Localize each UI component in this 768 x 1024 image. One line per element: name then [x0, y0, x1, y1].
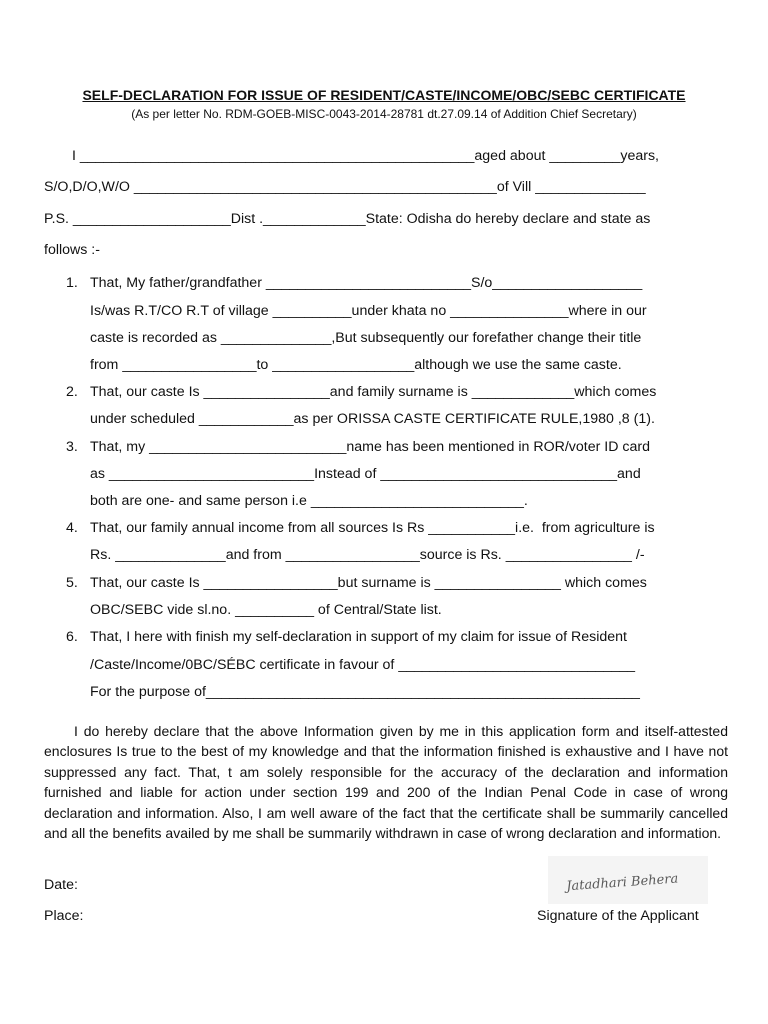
- item-1-line-4: from _________________to __________________although we use the same caste.: [90, 357, 622, 373]
- item-3-line-1: That, my _________________________name has been mentioned in ROR/voter ID card: [90, 439, 650, 455]
- intro-line-name: I __________________________________________________aged about _________years,: [72, 148, 660, 164]
- intro-line-relation: S/O,D/O,W/O ______________________________________________of Vill ______________: [44, 179, 646, 195]
- item-3-line-3: both are one- and same person i.e ___________________________.: [90, 493, 528, 509]
- signature-handwriting: Jatadhari Behera: [565, 871, 679, 895]
- form-title: SELF-DECLARATION FOR ISSUE OF RESIDENT/CASTE/INCOME/OBC/SEBC CERTIFICATE: [82, 87, 686, 103]
- item-number: 1.: [66, 275, 78, 291]
- item-number: 5.: [66, 575, 78, 591]
- item-4-line-1: That, our family annual income from all sources Is Rs ___________i.e. from agriculture is: [90, 520, 655, 536]
- item-6-line-2: /Caste/Income/0BC/SÉBC certificate in favour of ______________________________: [90, 657, 636, 673]
- date-label: Date:: [44, 877, 78, 893]
- item-1-line-2: Is/was R.T/CO R.T of village __________under khata no _______________where in our: [90, 303, 647, 319]
- declaration-paragraph: [44, 721, 728, 843]
- item-4-line-2: Rs. ______________and from _________________source is Rs. ________________ /-: [90, 547, 645, 563]
- item-number: 2.: [66, 384, 78, 400]
- item-1-line-1: That, My father/grandfather __________________________S/o___________________: [90, 275, 643, 291]
- item-6-line-1: That, I here with finish my self-declaration in support of my claim for issue of Resident: [90, 629, 627, 645]
- item-5-line-1: That, our caste Is _________________but surname is ________________ which comes: [90, 575, 647, 591]
- item-number: 4.: [66, 520, 78, 536]
- signature-image: [548, 856, 708, 904]
- item-3-line-2: as __________________________Instead of ______________________________and: [90, 466, 641, 482]
- item-2-line-2: under scheduled ____________as per ORISSA CASTE CERTIFICATE RULE,1980 ,8 (1).: [90, 411, 655, 427]
- item-5-line-2: OBC/SEBC vide sl.no. __________ of Central/State list.: [90, 602, 442, 618]
- item-2-line-1: That, our caste Is ________________and family surname is _____________which comes: [90, 384, 657, 400]
- intro-line-location: P.S. ____________________Dist ._____________State: Odisha do hereby declare and state as: [44, 211, 651, 227]
- item-1-line-3: caste is recorded as ______________,But subsequently our forefather change their title: [90, 330, 642, 346]
- place-label: Place:: [44, 908, 84, 924]
- declaration-text: I do hereby declare that the above Information given by me in this application form and itself-attested enclosures Is true to the best of my knowledge and that the information finished is exhaustive and I have not suppressed any fact. That, t am solely responsible for the accuracy of the declaration and information furnished and liable for action under section 199 and 200 of the Indian Penal Code in case of wrong declaration and information. Also, I am well aware of the fact that the certificate shall be summarily cancelled and all the benefits availed by me shall be summarily withdrawn in case of wrong declaration and information.: [44, 723, 728, 842]
- intro-line-follows: follows :-: [44, 242, 100, 258]
- item-6-line-3: For the purpose of_______________________________________________________: [90, 684, 640, 700]
- form-subtitle: (As per letter No. RDM-GOEB-MISC-0043-2014-28781 dt.27.09.14 of Addition Chief Secretary): [131, 107, 637, 121]
- item-number: 6.: [66, 629, 78, 645]
- item-number: 3.: [66, 439, 78, 455]
- signature-label: Signature of the Applicant: [537, 908, 699, 924]
